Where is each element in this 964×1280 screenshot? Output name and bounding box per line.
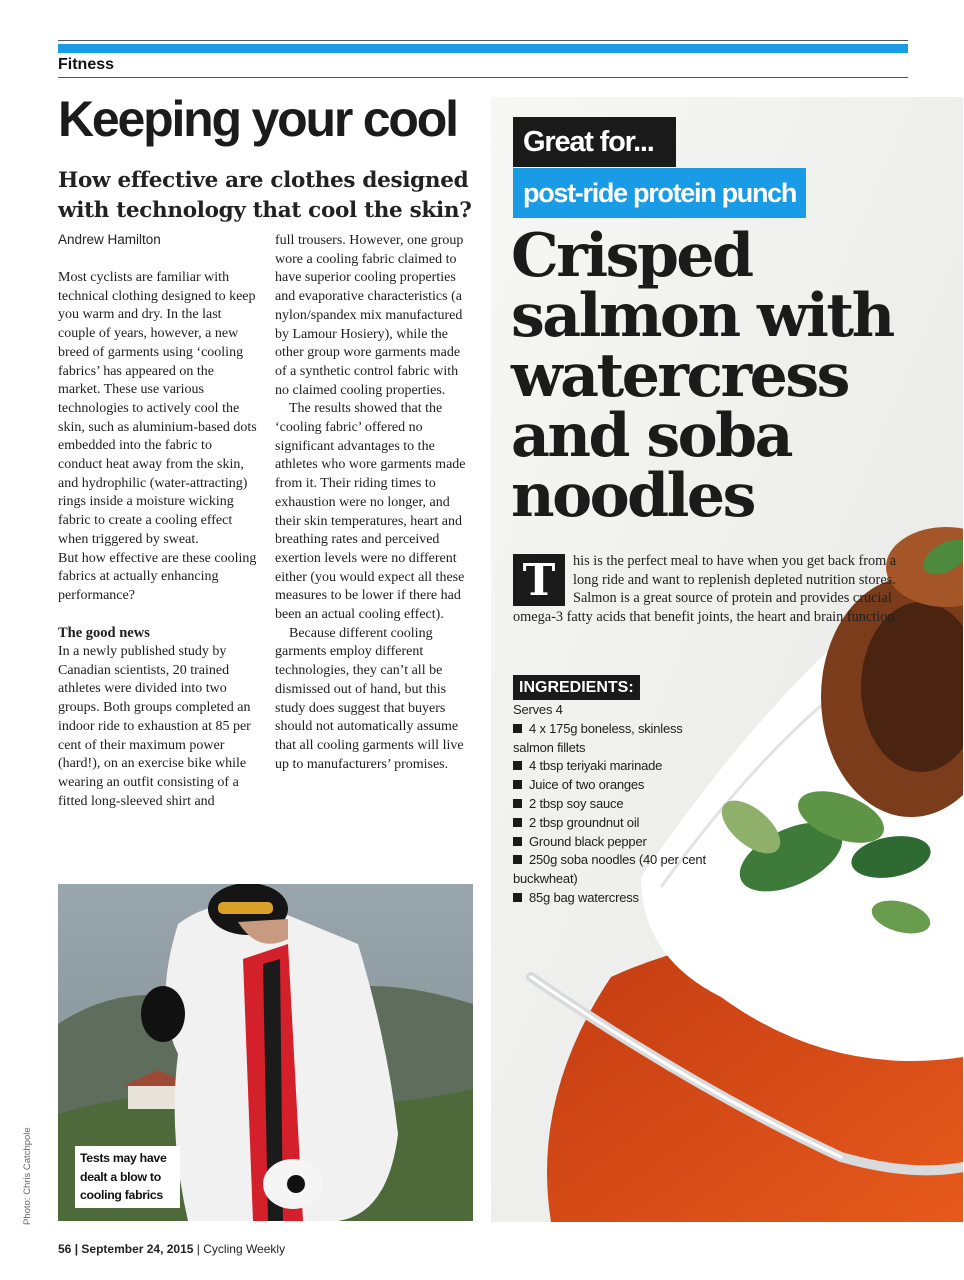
body-paragraph: But how effective are these cooling fabrics at actually enhancing performance? xyxy=(58,550,257,603)
bullet-square-icon xyxy=(513,893,522,902)
ingredient-item: 4 tbsp teriyaki marinade xyxy=(513,757,713,776)
serves-line: Serves 4 xyxy=(513,702,563,717)
article-standfirst: How effective are clothes designed with technology that cool the skin? xyxy=(58,168,472,223)
header-rule-top xyxy=(58,40,908,41)
ingredient-item: 4 x 175g boneless, skinless salmon fillets xyxy=(513,720,683,755)
drop-cap: T xyxy=(513,554,565,606)
great-for-label: Great for... xyxy=(513,117,676,167)
bullet-square-icon xyxy=(513,780,522,789)
issue-date: September 24, 2015 xyxy=(81,1242,194,1256)
body-paragraph: Most cyclists are familiar with technical clothing designed to keep you warm and dry. In the last couple of years, however, a new breed of garments using ‘cooling fabrics’ has appeared on the market. These use various technologies to actively cool the skin, such as aluminium-based dots embedded into the fabric to conduct heat away from the skin, and hydrophilic (water-attracting) rings inside a moisture wicking fabric to create a cooling effect when triggered by sweat. xyxy=(58,270,257,547)
recipe-intro-text: his is the perfect meal to have when you get back from a long ride and want to replenish depleted nutrition stores. Salmon is a great source of protein and provides crucial omega-3 fatty acids that benefit joints, the heart and brain function. xyxy=(513,553,899,626)
article-headline: Keeping your cool xyxy=(58,91,457,147)
body-paragraph: Because different cooling garments employ different technologies, they can’t all be dismissed out of hand, but this study does suggest that buyers should not automatically assume that all cooling garments will live up to manufacturers’ promises. xyxy=(275,625,464,772)
recipe-intro xyxy=(513,552,908,627)
recipe-title: Crisped salmon with watercress and soba noodles xyxy=(511,221,893,531)
body-paragraph: In a newly published study by Canadian scientists, 20 trained athletes were divided into two groups. Both groups completed an indoor ride to exhaustion at 85 per cent of their maximum power (hard!), on an exercise bike while wearing an outfit consisting of a fitted long-sleeved shirt and xyxy=(58,644,251,809)
ingredient-item: Ground black pepper xyxy=(513,833,713,852)
bullet-square-icon xyxy=(513,837,522,846)
section-rule xyxy=(58,77,908,78)
bullet-square-icon xyxy=(513,761,522,770)
body-paragraph: The results showed that the ‘cooling fabric’ offered no significant advantages to the athletes who wore garments made from it. Their riding times to exhaustion were no longer, and their skin temperatures, heart and breathing rates and perceived exertion levels were no different either (you would expect all these measures to be lower if there had been an actual cooling effect). xyxy=(275,401,466,623)
great-for-subtitle: post-ride protein punch xyxy=(513,168,806,218)
bullet-square-icon xyxy=(513,724,522,733)
article-column-1 xyxy=(58,269,258,811)
page-footer: 56 | September 24, 2015 | Cycling Weekly xyxy=(58,1242,286,1256)
article-byline: Andrew Hamilton xyxy=(58,232,161,247)
ingredients-list xyxy=(513,701,713,908)
ingredient-item: 85g bag watercress xyxy=(513,889,713,908)
page-number: 56 xyxy=(58,1242,72,1256)
ingredients-heading: INGREDIENTS: xyxy=(513,675,640,700)
header-accent-bar xyxy=(58,44,908,53)
ingredient-item: Juice of two oranges xyxy=(513,776,713,795)
bullet-square-icon xyxy=(513,818,522,827)
photo-caption: Tests may have dealt a blow to cooling fabrics xyxy=(75,1146,180,1208)
bullet-square-icon xyxy=(513,855,522,864)
article-subhead: The good news xyxy=(58,625,150,642)
body-paragraph: full trousers. However, one group wore a cooling fabric claimed to have superior cooling properties and evaporative characteristics (a nylon/spandex mix manufactured by Lamour Hosiery), while the other group wore garments made of a synthetic control fabric with no claimed cooling properties. xyxy=(275,233,464,398)
bullet-square-icon xyxy=(513,799,522,808)
ingredient-item: 250g soba noodles (40 per cent buckwheat) xyxy=(513,852,706,887)
section-label: Fitness xyxy=(58,56,115,73)
ingredient-item: 2 tbsp soy sauce xyxy=(513,795,713,814)
ingredient-item: 2 tbsp groundnut oil xyxy=(513,814,713,833)
magazine-name: Cycling Weekly xyxy=(203,1242,286,1256)
article-column-2 xyxy=(275,232,475,774)
photo-credit: Photo: Chris Catchpole xyxy=(22,1127,33,1225)
